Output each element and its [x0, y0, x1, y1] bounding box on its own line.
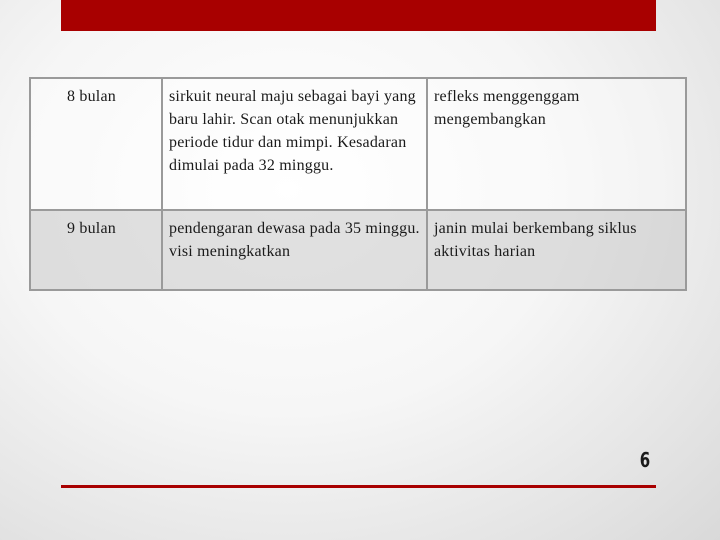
table-row — [30, 78, 686, 210]
page-number: 6 — [639, 448, 651, 472]
month-cell: 8 bulan — [30, 78, 162, 210]
development-cell: pendengaran dewasa pada 35 minggu. visi meningkatkan — [162, 210, 427, 290]
notes-cell: refleks menggenggam mengembangkan — [427, 78, 686, 210]
notes-cell: janin mulai berkembang siklus aktivitas harian — [427, 210, 686, 290]
table-row — [30, 210, 686, 290]
development-table — [29, 77, 687, 291]
development-cell: sirkuit neural maju sebagai bayi yang baru lahir. Scan otak menunjukkan periode tidur dan mimpi. Kesadaran dimulai pada 32 minggu. — [162, 78, 427, 210]
bottom-rule — [61, 485, 656, 488]
top-banner — [61, 0, 656, 31]
month-cell: 9 bulan — [30, 210, 162, 290]
